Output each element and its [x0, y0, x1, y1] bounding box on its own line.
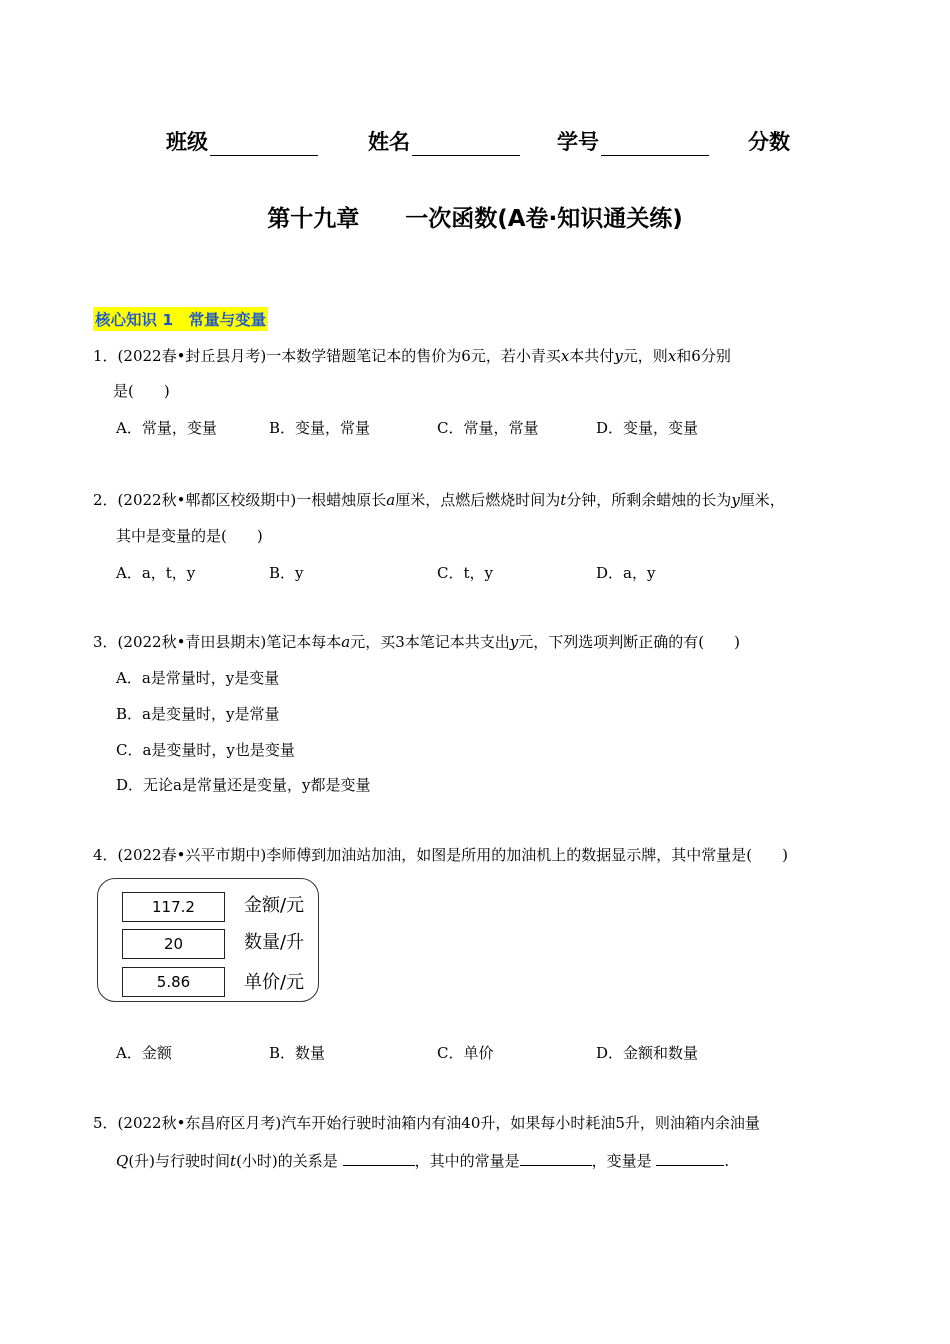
- q1-option-b[interactable]: B．变量，常量: [269, 419, 371, 437]
- student-id-field[interactable]: [557, 126, 709, 156]
- question-source: (2022秋•郫都区校级期中): [117, 491, 297, 509]
- q3-option-c[interactable]: C．a是变量时，y也是变量: [116, 741, 295, 759]
- q1-option-a[interactable]: A．常量，变量: [116, 419, 217, 437]
- q2-option-c[interactable]: C．t，y: [437, 564, 493, 582]
- answer-blank-constant[interactable]: [520, 1151, 592, 1166]
- price-value: 5.86: [122, 967, 225, 997]
- question-5-line2: Q(升)与行驶时间t(小时)的关系是 ，其中的常量是 ，变量是 .: [116, 1152, 730, 1170]
- q2-option-b[interactable]: B．y: [269, 564, 304, 582]
- answer-blank-relation[interactable]: [343, 1151, 415, 1166]
- name-field[interactable]: [368, 126, 520, 156]
- q3-option-b[interactable]: B．a是变量时，y是常量: [116, 705, 280, 723]
- question-source: (2022春•封丘县月考): [117, 347, 267, 365]
- q3-option-a[interactable]: A．a是常量时，y是变量: [116, 669, 280, 687]
- gas-pump-display: [97, 878, 319, 1002]
- id-label: 学号: [557, 130, 599, 154]
- question-4: 4．(2022春•兴平市期中)李师傅到加油站加油，如图是所用的加油机上的数据显示牌，其中常量是( ): [93, 846, 788, 864]
- question-2: 2．(2022秋•郫都区校级期中)一根蜡烛原长a厘米，点燃后燃烧时间为t分钟，所剩余蜡烛的长为y厘米，: [93, 491, 785, 509]
- price-label: 单价/元: [244, 972, 305, 993]
- name-label: 姓名: [368, 130, 410, 154]
- quantity-label: 数量/升: [244, 932, 305, 953]
- q4-option-d[interactable]: D．金额和数量: [596, 1044, 699, 1062]
- section-heading: 核心知识 1 常量与变量: [93, 307, 268, 331]
- question-1-line2: 是( ): [113, 382, 170, 400]
- question-source: (2022春•兴平市期中): [117, 846, 267, 864]
- quantity-value: 20: [122, 929, 225, 959]
- question-source: (2022秋•东昌府区月考): [117, 1114, 282, 1132]
- question-3: 3．(2022秋•青田县期末)笔记本每本a元，买3本笔记本共支出y元，下列选项判断正确的有( ): [93, 633, 740, 651]
- class-label: 班级: [166, 130, 208, 154]
- question-2-line2: 其中是变量的是( ): [116, 527, 263, 545]
- answer-blank-variable[interactable]: [656, 1151, 724, 1166]
- score-label: 分数: [748, 130, 790, 154]
- class-field[interactable]: [166, 126, 318, 156]
- q1-option-d[interactable]: D．变量，变量: [596, 419, 699, 437]
- score-field[interactable]: [748, 126, 790, 156]
- question-1: 1．(2022春•封丘县月考)一本数学错题笔记本的售价为6元，若小青买x本共付y元，则x和6分别: [93, 347, 731, 365]
- q3-option-d[interactable]: D．无论a是常量还是变量，y都是变量: [116, 776, 371, 794]
- amount-value: 117.2: [122, 892, 225, 922]
- q4-option-a[interactable]: A．金额: [116, 1044, 172, 1062]
- amount-label: 金额/元: [244, 895, 305, 916]
- q2-option-a[interactable]: A．a，t，y: [116, 564, 196, 582]
- q4-option-c[interactable]: C．单价: [437, 1044, 494, 1062]
- page-title: 第十九章 一次函数(A卷·知识通关练): [267, 206, 683, 232]
- q2-option-d[interactable]: D．a，y: [596, 564, 656, 582]
- q1-option-c[interactable]: C．常量，常量: [437, 419, 539, 437]
- question-5: 5．(2022秋•东昌府区月考)汽车开始行驶时油箱内有油40升，如果每小时耗油5升，则油箱内余油量: [93, 1114, 760, 1132]
- question-source: (2022秋•青田县期末): [117, 633, 267, 651]
- q4-option-b[interactable]: B．数量: [269, 1044, 326, 1062]
